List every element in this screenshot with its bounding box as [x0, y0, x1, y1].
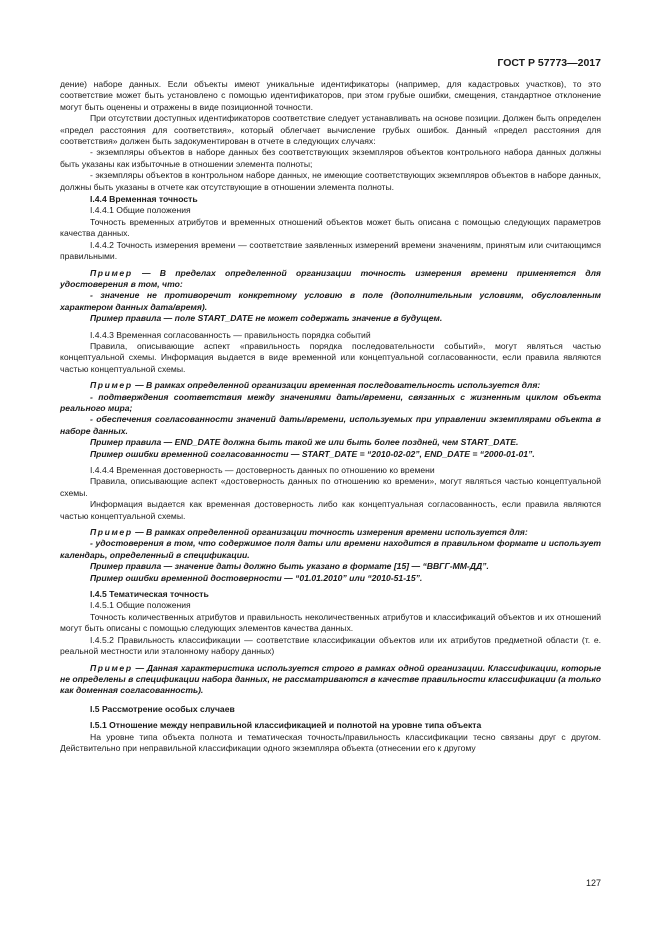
- paragraph: Точность количественных атрибутов и правильность неколичественных атрибутов и классификаций объектов и их отношений могут быть описаны с помощью следующих элементов качества данных.: [60, 611, 601, 634]
- example-text: — В рамках определенной организации временная последовательность используется для:: [135, 380, 541, 391]
- example-list-item: - удостоверения в том, что содержимое поля даты или времени находится в правильном формате и использует календарь, определенный в спецификации.: [60, 538, 601, 560]
- paragraph: Точность временных атрибутов и временных отношений объектов может быть описана с помощью следующих параметров качества данных.: [60, 216, 601, 239]
- section-heading: I.5.1 Отношение между неправильной классификацией и полнотой на уровне типа объекта: [90, 720, 482, 731]
- example-text: — В рамках определенной организации точность измерения времени используется для:: [135, 527, 528, 538]
- example-list-item: - обеспечения согласованности значений даты/времени, используемых при управлении экземплярами объекта в наборе данных.: [60, 414, 601, 436]
- paragraph: При отсутствии доступных идентификаторов соответствие следует устанавливать на основе позиции. Должен быть определен «предел расстояния для соответствия», который облегчает вычисление грубых ошибок. Данный «предел расстояния для соответствия» должен быть задокументирован в отчете в следующих случаях:: [60, 113, 601, 147]
- example-list-item: - значение не противоречит конкретному условию в поле (дополнительным условиям, обусловленным характером данных дата/время).: [60, 290, 601, 312]
- section-heading: I.5 Рассмотрение особых случаев: [90, 703, 235, 714]
- example-rule: Пример правила — поле START_DATE не может содержать значение в будущем.: [90, 313, 443, 324]
- section-heading: I.4.4 Временная точность: [90, 194, 198, 205]
- example-text: — Данная характеристика используется строго в рамках одной организации. Классификации, которые не определены в спецификации набора данных, не рассматриваются в качестве правильности классификации (а только как доменная согласованность).: [60, 662, 601, 696]
- page-body: [60, 79, 601, 754]
- paragraph: Информация выдается как временная достоверность либо как концептуальная согласованность, если правила являются частью концептуальной схемы.: [60, 499, 601, 521]
- subsection-heading: I.4.4.4 Временная достоверность — достоверность данных по отношению ко времени: [90, 465, 435, 475]
- subsection-heading: I.4.5.1 Общие положения: [90, 600, 191, 611]
- example-block: [60, 663, 601, 697]
- example-error: Пример ошибки временной согласованности — START_DATE = “2010-02-02”, END_DATE = “2000-01-01”.: [90, 448, 535, 459]
- example-block: [60, 380, 601, 391]
- section-heading: I.4.5 Тематическая точность: [90, 589, 209, 600]
- example-list-item: - подтверждения соответствия между значениями даты/времени, связанных с жизненным циклом объекта реального мира;: [60, 391, 601, 413]
- example-label: Пример: [90, 267, 133, 278]
- example-text: — В пределах определенной организации точность измерения времени применяется для удостоверения в том, что:: [60, 267, 601, 289]
- subsection-heading: I.4.4.1 Общие положения: [90, 205, 191, 216]
- document-header: ГОСТ Р 57773—2017: [497, 57, 601, 69]
- paragraph: I.4.4.2 Точность измерения времени — соответствие заявленных измерений времени значениям, принятым или считающимся правильными.: [60, 239, 601, 262]
- list-item: - экземпляры объектов в наборе данных без соответствующих экземпляров объектов контрольного набора данных должны быть указаны как избыточные в отношении элемента полноты;: [60, 147, 601, 169]
- example-label: Пример: [90, 380, 133, 391]
- subsection-heading: I.4.4.3 Временная согласованность — правильность порядка событий: [90, 329, 371, 340]
- paragraph: дение) наборе данных. Если объекты имеют уникальные идентификаторы (например, для кадастровых участков), то это соответствие может быть установлено с помощью идентификаторов, при этом грубые ошибки, смещения, стандартное отклонение могут быть оценены и отражены в виде позиционной точности.: [60, 79, 601, 112]
- example-block: [60, 268, 601, 291]
- list-item: - экземпляры объектов в контрольном наборе данных, не имеющие соответствующих экземпляров объектов в наборе данных, должны быть указаны в отчете как отсутствующие в отношении элемента полноты.: [60, 170, 601, 192]
- paragraph: На уровне типа объекта полнота и тематическая точность/правильность классификации тесно связаны друг с другом. Действительно при неправильной классификации одного экземпляра объекта (отнесении его к другому: [60, 731, 601, 753]
- example-error: Пример ошибки временной достоверности — “01.01.2010” или “2010-51-15”.: [90, 572, 423, 583]
- example-label: Пример: [90, 662, 133, 673]
- page-number: 127: [585, 878, 601, 888]
- example-rule: Пример правила — значение даты должно быть указано в формате [15] — “ВВГГ-ММ-ДД”.: [90, 561, 489, 572]
- example-rule: Пример правила — END_DATE должна быть такой же или быть более поздней, чем START_DATE.: [90, 437, 519, 448]
- paragraph: I.4.5.2 Правильность классификации — соответствие классификации объектов или их атрибутов предметной области (т. е. реальной местности или эталонному набору данных): [60, 634, 601, 657]
- example-label: Пример: [90, 527, 133, 538]
- paragraph: Правила, описывающие аспект «правильность порядка последовательности событий», могут являться частью концептуальной схемы. Информация выдается в виде временной или концептуальной согласованности, если правила являются частью концептуальной схемы.: [60, 340, 601, 374]
- paragraph: Правила, описывающие аспект «достоверность данных по отношению ко времени», могут являться частью концептуальной схемы.: [60, 476, 601, 498]
- example-block: [60, 527, 601, 538]
